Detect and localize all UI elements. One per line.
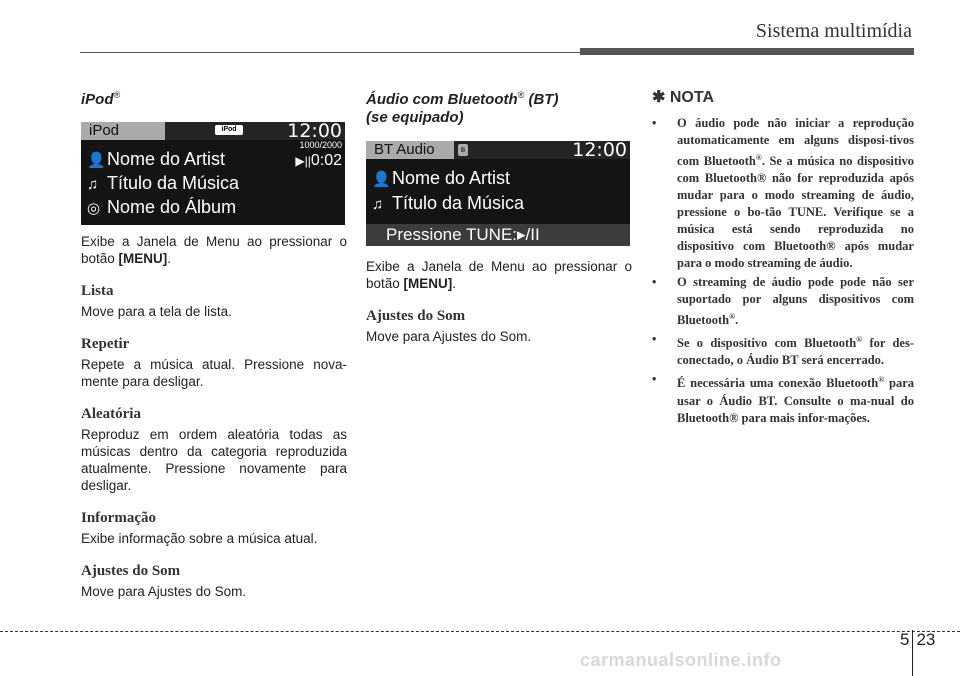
clock: 12:00: [572, 141, 627, 161]
artist-icon: 👤: [87, 152, 106, 169]
music-note-icon: ♫: [372, 196, 384, 213]
source-label: iPod: [81, 122, 165, 140]
ipod-screen: [81, 122, 345, 225]
page-header-title: Sistema multimídia: [755, 20, 912, 42]
nota-title: ✱ NOTA: [652, 89, 714, 106]
ipod-section-title: iPod®: [81, 90, 121, 108]
bt-section-subtitle: (se equipado): [366, 109, 464, 126]
aleatoria-text: Reproduz em ordem aleatória todas as músicas dentro da categoria reproduzida atualmente. Pressione novamente para desligar.: [81, 427, 347, 493]
nota-item: • É necessária uma conexão Bluetooth® para usar o Áudio BT. Consulte o ma-nual do Bluetooth® para mais infor-mações.: [652, 372, 915, 425]
header-accent-bar: [580, 48, 914, 55]
menu-intro-text: Exibe a Janela de Menu ao pressionar o botão [MENU].: [81, 234, 347, 266]
ajustes-som-text: Move para Ajustes do Som.: [366, 329, 532, 344]
elapsed-time: ▶||0:02: [295, 152, 342, 169]
source-label: BT Audio: [366, 141, 454, 159]
informacao-heading: Informação: [81, 510, 156, 526]
ajustes-som-heading: Ajustes do Som: [366, 308, 466, 324]
artist-row: 👤Nome do Artist: [87, 148, 225, 172]
page-number: [900, 630, 935, 676]
ipod-logo: iPod: [215, 125, 243, 135]
nota-item: • Se o dispositivo com Bluetooth® for des-conectado, o Áudio BT será encerrado.: [652, 332, 914, 368]
title-row: ♫ Título da Música: [372, 192, 524, 216]
nota-item: • O áudio pode não iniciar a reprodução automaticamente em alguns disposi-tivos com Bluetooth®. Se a música no dispositivo com Bluetooth® não for reproduzida após mudar para o modo streaming de áudio, pressione o bo-tão TUNE. Verifique se a música está sendo reproduzida no dispositivo com Bluetooth® após mudar para o modo streaming de áudio.: [652, 116, 914, 271]
lista-heading: Lista: [81, 283, 114, 299]
chapter-number: 5: [900, 630, 910, 649]
watermark: carmanualsonline.info: [580, 650, 782, 670]
nota-list: [652, 115, 914, 427]
track-counter: 1000/2000: [299, 140, 342, 150]
music-note-icon: ♫: [87, 176, 99, 193]
nota-item: • O streaming de áudio pode pode não ser suportado por alguns dispositivos com Bluetooth®.: [652, 275, 914, 328]
informacao-text: Exibe informação sobre a música atual.: [81, 531, 318, 546]
bluetooth-icon: ʙ: [458, 144, 468, 156]
aleatoria-heading: Aleatória: [81, 406, 141, 422]
repetir-text: Repete a música atual. Pressione nova-mente para desligar.: [81, 357, 347, 389]
column-ipod: [81, 86, 347, 600]
clock: 12:00: [287, 122, 342, 142]
column-bt-audio: [366, 86, 632, 345]
bt-screen: [366, 141, 630, 246]
tune-prompt: Pressione TUNE:▸/II: [366, 224, 630, 246]
album-row: ◎ Nome do Álbum: [87, 196, 236, 220]
artist-row: 👤Nome do Artist: [372, 167, 510, 191]
bt-section-title: Áudio com Bluetooth® (BT): [366, 90, 559, 108]
play-pause-icon: ▶||: [295, 154, 311, 168]
repetir-heading: Repetir: [81, 336, 130, 352]
column-nota: [652, 86, 914, 429]
artist-icon: 👤: [372, 171, 391, 188]
menu-intro-text: Exibe a Janela de Menu ao pressionar o botão [MENU].: [366, 259, 632, 291]
disc-icon: ◎: [87, 200, 101, 217]
footer-dashed-rule: [0, 631, 960, 632]
page-number-value: 23: [916, 630, 936, 649]
ajustes-som-heading: Ajustes do Som: [81, 563, 181, 579]
ajustes-som-text: Move para Ajustes do Som.: [81, 584, 247, 599]
title-row: ♫ Título da Música: [87, 172, 239, 196]
lista-text: Move para a tela de lista.: [81, 304, 232, 319]
